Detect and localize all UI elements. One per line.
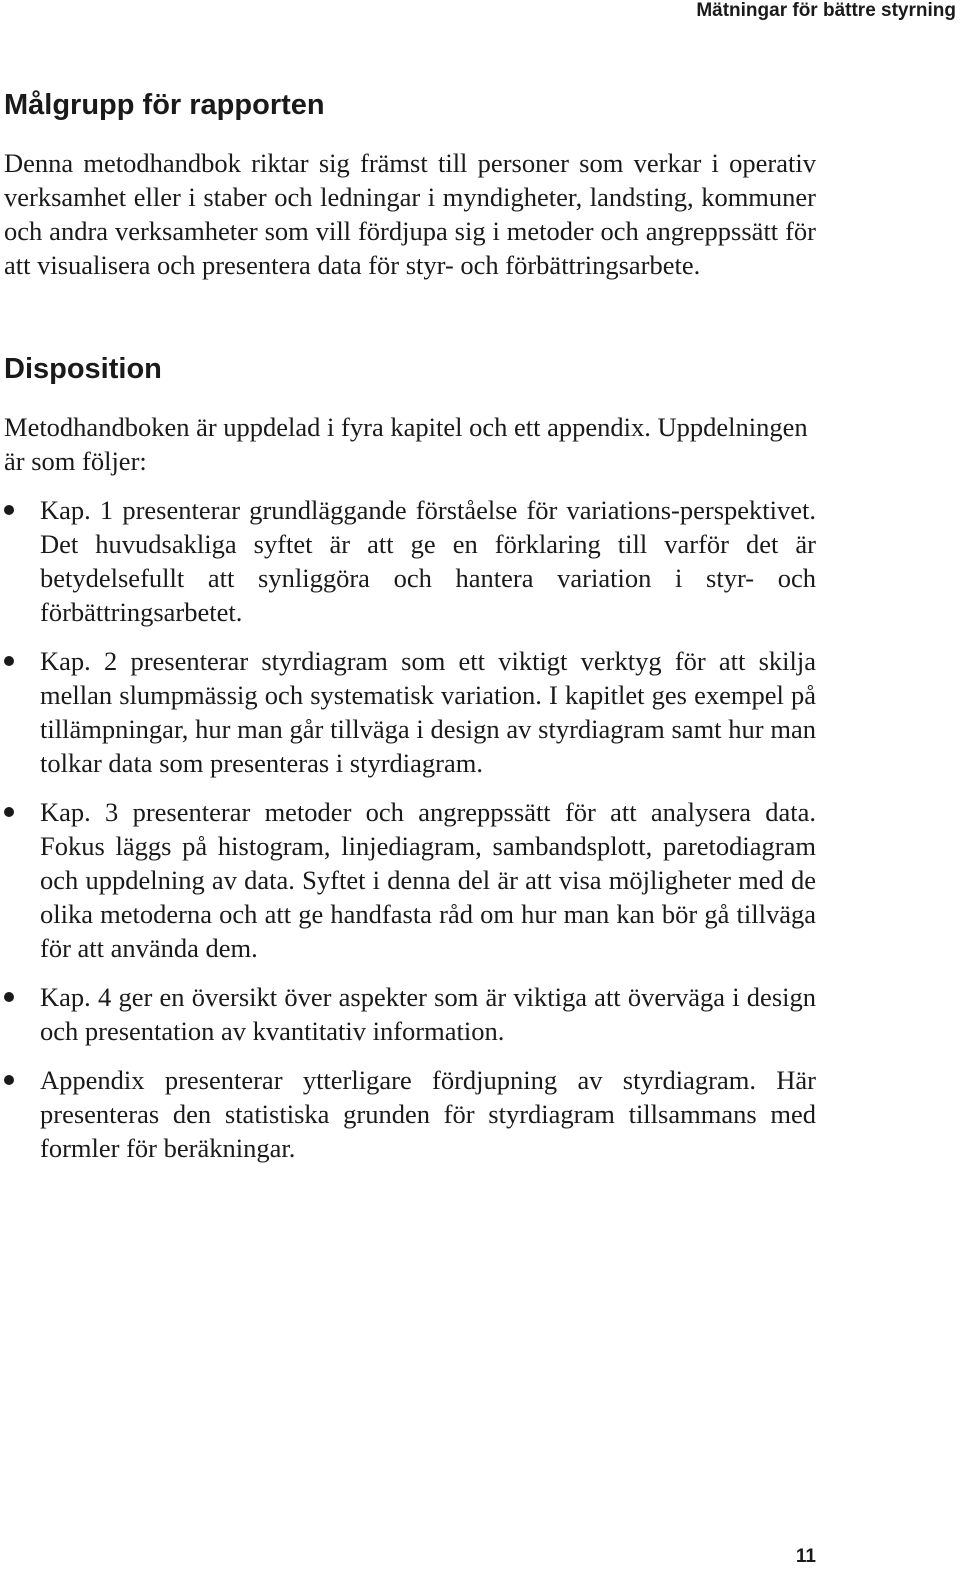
list-item-text: Kap. 3 presenterar metoder och angreppssätt för att analysera data. Fokus läggs på histogram, linjediagram, sambandsplott, paretodiagram och uppdelning av data. Syftet i denna del är att visa möjligheter med de olika metoderna och att ge handfasta råd om hur man kan bör gå tillväga för att använda dem. bbox=[40, 797, 816, 963]
bullet-icon bbox=[4, 1075, 14, 1085]
running-header: Mätningar för bättre styrning bbox=[696, 0, 956, 21]
list-item bbox=[4, 644, 816, 780]
list-item bbox=[4, 980, 816, 1048]
bullet-icon bbox=[4, 505, 14, 515]
page-number: 11 bbox=[795, 1546, 816, 1567]
list-item bbox=[4, 493, 816, 629]
list-item bbox=[4, 795, 816, 965]
list-item-text: Kap. 1 presenterar grundläggande förståelse för variations-perspektivet. Det huvudsakliga syftet är att ge en förklaring till varför det är betydelsefullt att synliggöra och hantera variation i styr- och förbättringsarbetet. bbox=[40, 495, 816, 627]
list-item-text: Appendix presenterar ytterligare fördjupning av styrdiagram. Här presenteras den statistiska grunden för styrdiagram tillsammans med formler för beräkningar. bbox=[40, 1065, 816, 1163]
section-heading-disposition: Disposition bbox=[4, 353, 162, 385]
target-group-paragraph: Denna metodhandbok riktar sig främst till personer som verkar i operativ verksamhet eller i staber och ledningar i myndigheter, landsting, kommuner och andra verksamheter som vill fördjupa sig i metoder och angreppssätt för att visualisera och presentera data för styr- och förbättringsarbete. bbox=[4, 148, 816, 280]
chapter-list bbox=[4, 493, 816, 1165]
bullet-icon bbox=[4, 992, 14, 1002]
section-heading-target-group: Målgrupp för rapporten bbox=[4, 89, 325, 121]
bullet-icon bbox=[4, 656, 14, 666]
list-item-text: Kap. 4 ger en översikt över aspekter som är viktiga att överväga i design och presentation av kvantitativ information. bbox=[40, 982, 816, 1046]
disposition-intro: Metodhandboken är uppdelad i fyra kapitel och ett appendix. Uppdelningen är som följer: bbox=[4, 412, 808, 476]
list-item-text: Kap. 2 presenterar styrdiagram som ett viktigt verktyg för att skilja mellan slumpmässig och systematisk variation. I kapitlet ges exempel på tillämpningar, hur man går tillväga i design av styrdiagram samt hur man tolkar data som presenteras i styrdiagram. bbox=[40, 646, 816, 778]
list-item bbox=[4, 1063, 816, 1165]
bullet-icon bbox=[4, 807, 14, 817]
page-content bbox=[4, 86, 816, 1180]
